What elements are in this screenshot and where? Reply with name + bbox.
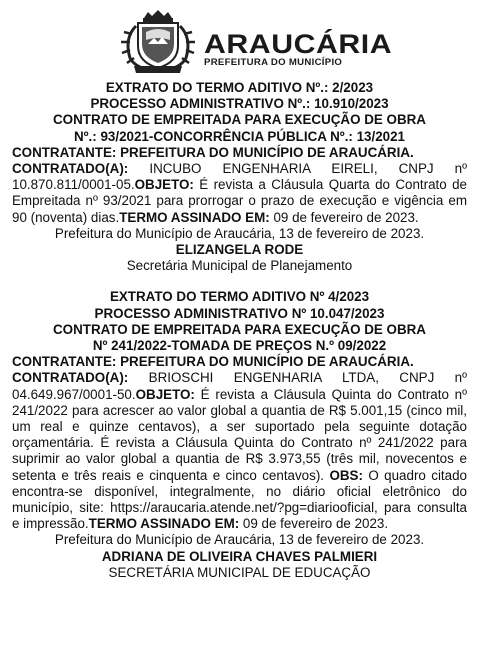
brand-name: ARAUCÁRIA (204, 29, 393, 59)
extract-title-line: EXTRATO DO TERMO ADITIVO Nº.: 2/2023 (105, 80, 374, 95)
contratante-line: CONTRATANTE: PREFEITURA DO MUNICÍPIO DE ARAUCÁRIA. (12, 144, 414, 160)
signer-name: ADRIANA DE OLIVEIRA CHAVES PALMIERI (101, 548, 378, 564)
termo-text: 09 de fevereiro de 2023. (269, 209, 419, 225)
objeto-label: OBJETO: (135, 386, 195, 402)
brand-block (204, 29, 393, 68)
extract-title-line: PROCESSO ADMINISTRATIVO Nº.: 10.910/2023 (90, 96, 389, 112)
signer-name: ELIZANGELA RODE (175, 242, 304, 258)
objeto-text: É revista a Cláusula Quarta do Contrato de Empreitada nº 93/2021 para prorrogar o prazo de execução e vigência em 90 (noventa) dias. (12, 177, 467, 225)
place-date: Prefeitura do Município de Araucária, 13 de fevereiro de 2023. (54, 532, 425, 548)
extract-1 (12, 80, 467, 274)
obs-label: OBS: (329, 467, 363, 483)
termo-text: 09 de fevereiro de 2023. (239, 516, 389, 532)
section-gap (12, 274, 467, 289)
extract-paragraph (12, 370, 467, 532)
extract-title-line: EXTRATO DO TERMO ADITIVO Nº 4/2023 (109, 289, 370, 305)
extract-2 (12, 289, 467, 581)
signer-role: Secretária Municipal de Planejamento (126, 258, 353, 274)
extract-title-line: Nº.: 93/2021-CONCORRÊNCIA PÚBLICA Nº.: 13/2021 (74, 128, 405, 144)
objeto-label: OBJETO: (134, 177, 194, 193)
place-date: Prefeitura do Município de Araucária, 13 de fevereiro de 2023. (54, 225, 425, 241)
termo-label: TERMO ASSINADO EM: (88, 516, 240, 532)
contratado-label: CONTRATADO(A): (12, 370, 129, 386)
brand-subtitle: PREFEITURA DO MUNICÍPIO (204, 57, 343, 68)
contratado-text: BRIOSCHI ENGENHARIA LTDA, CNPJ nº 04.649.967/0001-50. (12, 370, 467, 402)
contratado-label: CONTRATADO(A): (12, 161, 129, 177)
header (0, 6, 479, 78)
extract-title-line: CONTRATO DE EMPREITADA PARA EXECUÇÃO DE OBRA (53, 112, 426, 128)
extract-paragraph (12, 161, 467, 226)
signer-role: SECRETÁRIA MUNICIPAL DE EDUCAÇÃO (108, 564, 371, 580)
extract-title-line: CONTRATO DE EMPREITADA PARA EXECUÇÃO DE OBRA (53, 321, 426, 337)
objeto-text: É revista a Cláusula Quinta do Contrato nº 241/2022 para acrescer ao valor global a quantia de R$ 5.001,15 (cinco mil, um real e quinze centavos), a ser suportado pela seguinte dotação orçamentária. É revista a Cláusula Quinta do Contrato nº 241/2022 para suprimir ao valor global a quantia de R$ 3.973,55 (três mil, novecentos e setenta e três reais e cinquenta e cinco centavos). (12, 386, 467, 483)
termo-label: TERMO ASSINADO EM: (119, 209, 270, 225)
extract-title-line: Nº 241/2022-TOMADA DE PREÇOS N.º 09/2022 (92, 338, 387, 354)
contratado-text: INCUBO ENGENHARIA EIRELI, CNPJ nº 10.870.811/0001-05. (12, 161, 467, 193)
obs-text: O quadro citado encontra-se disponível, integralmente, no diário oficial eletrônico do município, site: https://araucaria.atende.net/?pg=diariooficial, para consulta e impressão. (12, 467, 467, 532)
document-body (12, 80, 467, 581)
contratante-line: CONTRATANTE: PREFEITURA DO MUNICÍPIO DE ARAUCÁRIA. (12, 354, 414, 370)
extract-title-line: PROCESSO ADMINISTRATIVO Nº 10.047/2023 (94, 305, 385, 321)
municipal-crest-icon (118, 10, 198, 76)
